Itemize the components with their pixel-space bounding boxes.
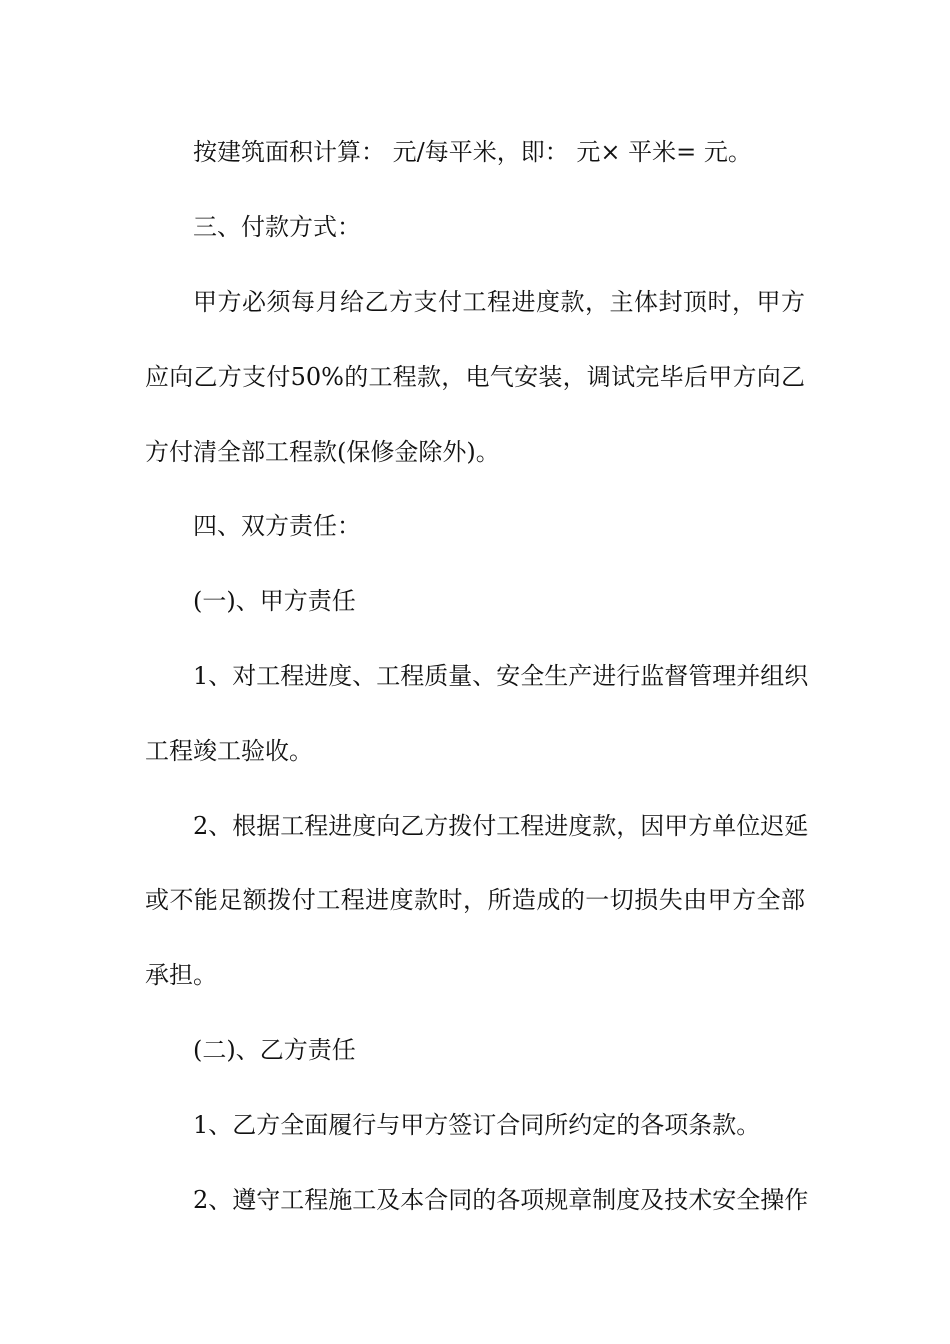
text-line-area-pricing: 按建筑面积计算： 元/每平米，即： 元× 平米= 元。 <box>193 138 752 166</box>
text-line-party-a-item1-2: 工程竣工验收。 <box>145 737 313 765</box>
section-heading-payment-method: 三、付款方式： <box>193 213 361 241</box>
text-line-party-a-item2-1: 2、根据工程进度向乙方拨付工程进度款，因甲方单位迟延 <box>193 812 809 840</box>
subsection-heading-party-b: (二)、乙方责任 <box>193 1036 356 1064</box>
section-heading-responsibilities: 四、双方责任： <box>193 512 361 540</box>
subsection-heading-party-a: (一)、甲方责任 <box>193 587 356 615</box>
text-line-party-a-item2-3: 承担。 <box>145 961 217 989</box>
text-line-payment-3: 方付清全部工程款(保修金除外)。 <box>145 438 500 466</box>
text-line-party-b-item2: 2、遵守工程施工及本合同的各项规章制度及技术安全操作 <box>193 1186 809 1214</box>
text-line-payment-2: 应向乙方支付50%的工程款，电气安装，调试完毕后甲方向乙 <box>145 363 805 391</box>
text-line-party-a-item1-1: 1、对工程进度、工程质量、安全生产进行监督管理并组织 <box>193 662 809 690</box>
text-line-payment-1: 甲方必须每月给乙方支付工程进度款，主体封顶时，甲方 <box>193 288 805 316</box>
text-line-party-a-item2-2: 或不能足额拨付工程进度款时，所造成的一切损失由甲方全部 <box>145 886 805 914</box>
text-line-party-b-item1: 1、乙方全面履行与甲方签订合同所约定的各项条款。 <box>193 1111 761 1139</box>
